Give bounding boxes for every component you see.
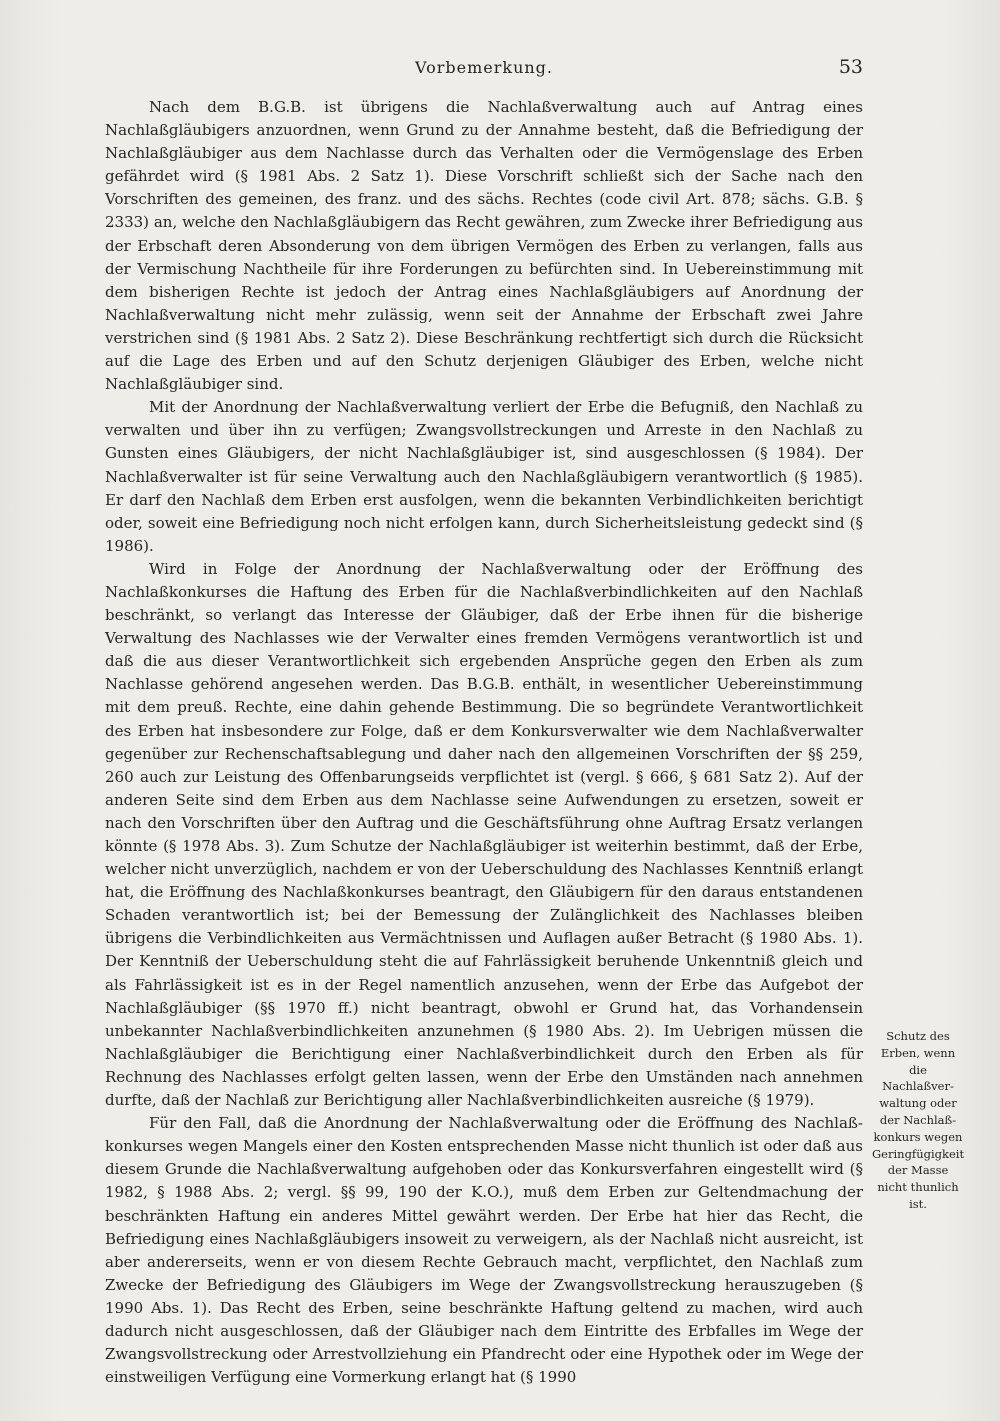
paragraph-2: Mit der Anordnung der Nachlaßverwaltung verliert der Erbe die Befugniß, den Nachlaß zu verwalten und über ihn zu verfügen; Zwangsvollstreckungen und Arreste in den Nachlaß zu Gunsten eines Gläubigers, der nicht Nachlaßgläubiger ist, sind ausgeschlossen (§ 1984). Der Nachlaßverwalter ist für seine Verwaltung auch den Nachlaßgläubigern verantwortlich (§ 1985). Er darf den Nachlaß dem Erben erst ausfolgen, wenn die bekannten Verbindlichkeiten berichtigt oder, soweit eine Befriedigung noch nicht erfolgen kann, durch Sicherheitsleistung gedeckt sind (§ 1986). (105, 398, 863, 555)
body-text (105, 96, 863, 1389)
paragraph-3: Wird in Folge der Anordnung der Nachlaßverwaltung oder der Eröffnung des Nachlaßkonkurses die Haftung des Erben für die Nachlaßverbindlichkeiten auf den Nachlaß beschränkt, so verlangt das Interesse der Gläubiger, daß der Erbe ihnen für die bisherige Verwaltung des Nachlasses wie der Verwalter eines fremden Vermögens verantwortlich ist und daß die aus dieser Verantwortlichkeit sich ergebenden Ansprüche gegen den Erben als zum Nachlasse gehörend angesehen werden. Das B.G.B. enthält, in wesentlicher Uebereinstimmung mit dem preuß. Rechte, eine dahin gehende Bestimmung. Die so begründete Verantwortlichkeit des Erben hat insbesondere zur Folge, daß er dem Konkursverwalter wie dem Nachlaßverwalter gegenüber zur Rechenschaftsablegung und daher nach den allgemeinen Vorschriften der §§ 259, 260 auch zur Leistung des Offenbarungseids verpflichtet ist (vergl. § 666, § 681 Satz 2). Auf der anderen Seite sind dem Erben aus dem Nachlasse seine Aufwendungen zu ersetzen, soweit er nach den Vorschriften über den Auftrag und die Geschäftsführung ohne Auftrag Ersatz verlangen könnte (§ 1978 Abs. 3). Zum Schutze der Nachlaßgläubiger ist weiterhin bestimmt, daß der Erbe, welcher nicht unverzüglich, nachdem er von der Ueberschuldung des Nachlasses Kenntniß erlangt hat, die Eröffnung des Nachlaßkonkurses beantragt, den Gläubigern für den daraus entstandenen Schaden verantwortlich ist; bei der Bemessung der Zulänglichkeit des Nachlasses bleiben übrigens die Verbindlichkeiten aus Vermächtnissen und Auflagen außer Betracht (§ 1980 Abs. 1). Der Kenntniß der Ueberschuldung steht die auf Fahrlässigkeit beruhende Unkenntniß gleich und als Fahrlässigkeit ist es in der Regel namentlich anzusehen, wenn der Erbe das Aufgebot der Nachlaßgläubiger (§§ 1970 ff.) nicht beantragt, obwohl er Grund hat, das Vorhandensein unbekannter Nachlaßverbindlichkeiten anzunehmen (§ 1980 Abs. 2). Im Uebrigen müssen die Nachlaßgläubiger die Berichtigung einer Nachlaßverbindlichkeit durch den Erben als für Rechnung des Nachlasses erfolgt gelten lassen, wenn der Erbe den Umständen nach annehmen durfte, daß der Nachlaß zur Berichtigung aller Nachlaßverbindlichkeiten ausreiche (§ 1979). (105, 559, 863, 1110)
page-header (105, 58, 863, 84)
page-number: 53 (838, 56, 863, 78)
margin-note: Schutz des Erben, wenn die Nachlaßverwaltung oder der Nachlaßkonkurs wegen Geringfügigkeit der Masse nicht thunlich ist. (872, 1029, 965, 1211)
running-head: Vorbemerkung. (415, 58, 553, 77)
paragraph-1: Nach dem B.G.B. ist übrigens die Nachlaßverwaltung auch auf Antrag eines Nachlaßgläubigers anzuordnen, wenn Grund zu der Annahme besteht, daß die Befriedigung der Nachlaßgläubiger aus dem Nachlasse durch das Verhalten oder die Vermögenslage des Erben gefährdet wird (§ 1981 Abs. 2 Satz 1). Diese Vorschrift schließt sich der Sache nach den Vorschriften des gemeinen, des franz. und des sächs. Rechtes (code civil Art. 878; sächs. G.B. § 2333) an, welche den Nachlaßgläubigern das Recht gewähren, zum Zwecke ihrer Befriedigung aus der Erbschaft deren Absonderung von dem übrigen Vermögen des Erben zu verlangen, falls aus der Vermischung Nachtheile für ihre Forderungen zu befürchten sind. In Uebereinstimmung mit dem bisherigen Rechte ist jedoch der Antrag eines Nachlaßgläubigers auf Anordnung der Nachlaßverwaltung nicht mehr zulässig, wenn seit der Annahme der Erbschaft zwei Jahre verstrichen sind (§ 1981 Abs. 2 Satz 2). Diese Beschränkung rechtfertigt sich durch die Rücksicht auf die Lage des Erben und auf den Schutz derjenigen Gläubiger des Erben, welche nicht Nachlaßgläubiger sind. (105, 98, 863, 394)
paragraph-4: Für den Fall, daß die Anordnung der Nachlaßverwaltung oder die Eröffnung des Nachlaßkonkurses wegen Mangels einer den Kosten entsprechenden Masse nicht thunlich ist oder daß aus diesem Grunde die Nachlaßverwaltung aufgehoben oder das Konkursverfahren eingestellt wird (§ 1982, § 1988 Abs. 2; vergl. §§ 99, 190 der K.O.), muß dem Erben zur Geltendmachung der beschränkten Haftung ein anderes Mittel gewährt werden. Der Erbe hat hier das Recht, die Befriedigung eines Nachlaßgläubigers insoweit zu verweigern, als der Nachlaß nicht ausreicht, ist aber andererseits, wenn er von diesem Rechte Gebrauch macht, verpflichtet, den Nachlaß zum Zwecke der Befriedigung des Gläubigers im Wege der Zwangsvollstreckung herauszugeben (§ 1990 Abs. 1). Das Recht des Erben, seine beschränkte Haftung geltend zu machen, wird auch dadurch nicht ausgeschlossen, daß der Gläubiger nach dem Eintritte des Erbfalles im Wege der Zwangsvollstreckung oder Arrestvollziehung ein Pfandrecht oder eine Hypothek oder im Wege der einstweiligen Verfügung eine Vormerkung erlangt hat (§ 1990 (105, 1114, 863, 1387)
